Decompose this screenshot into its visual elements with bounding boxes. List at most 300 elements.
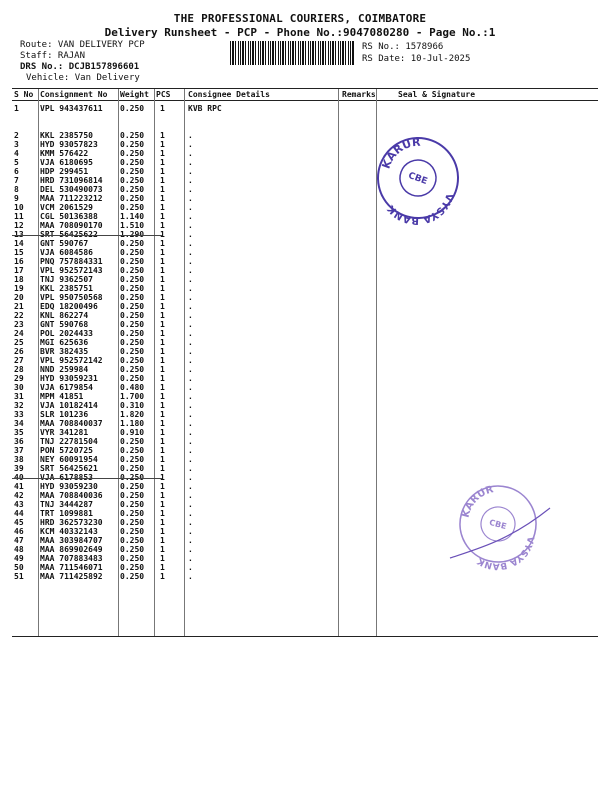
cell-sno: 46 [14, 527, 24, 536]
cell-sno: 39 [14, 464, 24, 473]
cell-pcs: 1 [160, 194, 165, 203]
cell-sno: 13 [14, 230, 24, 239]
cell-consignee: . [188, 509, 193, 518]
cell-pcs: 1 [160, 248, 165, 257]
cell-consignee: . [188, 347, 193, 356]
cell-pcs: 1 [160, 212, 165, 221]
cell-weight: 0.250 [120, 365, 145, 374]
cell-consignment: VJA 10182414 [40, 401, 98, 410]
vehicle-label: Vehicle: Van Delivery [26, 73, 140, 83]
table-row [12, 140, 598, 149]
cell-weight: 0.310 [120, 401, 145, 410]
cell-weight: 0.250 [120, 536, 145, 545]
cell-consignee: . [188, 545, 193, 554]
cell-consignment: TNJ 9362507 [40, 275, 93, 284]
cell-pcs: 1 [160, 293, 165, 302]
table-row [12, 329, 598, 338]
cell-consignment: HRD 731096814 [40, 176, 103, 185]
table-row [12, 347, 598, 356]
cell-pcs: 1 [160, 158, 165, 167]
cell-weight: 0.250 [120, 104, 145, 113]
cell-consignee: . [188, 446, 193, 455]
cell-pcs: 1 [160, 320, 165, 329]
barcode-image [230, 41, 354, 65]
cell-consignment: HYD 93057823 [40, 140, 98, 149]
cell-weight: 0.250 [120, 356, 145, 365]
cell-consignee: . [188, 320, 193, 329]
cell-weight: 0.250 [120, 149, 145, 158]
stamp2-middle-text: CBE [488, 517, 508, 532]
cell-weight: 0.250 [120, 167, 145, 176]
cell-pcs: 1 [160, 554, 165, 563]
cell-consignee: . [188, 221, 193, 230]
cell-consignment: GNT 590767 [40, 239, 89, 248]
table-row [12, 266, 598, 275]
cell-consignment: MAA 303984707 [40, 536, 103, 545]
cell-pcs: 1 [160, 437, 165, 446]
cell-pcs: 1 [160, 221, 165, 230]
cell-sno: 31 [14, 392, 24, 401]
cell-weight: 0.250 [120, 527, 145, 536]
table-row [12, 374, 598, 383]
rs-date: RS Date: 10-Jul-2025 [362, 54, 471, 64]
cell-pcs: 1 [160, 392, 165, 401]
cell-consignee: . [188, 401, 193, 410]
cell-weight: 0.250 [120, 176, 145, 185]
cell-sno: 27 [14, 356, 24, 365]
cell-consignee: . [188, 572, 193, 581]
table-row [12, 446, 598, 455]
cell-consignment: SRT 56425621 [40, 464, 98, 473]
cell-weight: 0.250 [120, 374, 145, 383]
cell-consignee: . [188, 419, 193, 428]
cell-consignee: . [188, 473, 193, 482]
karur-vysya-bank-stamp-2 [440, 478, 560, 578]
cell-pcs: 1 [160, 464, 165, 473]
cell-consignee: . [188, 212, 193, 221]
cell-consignee: . [188, 374, 193, 383]
cell-pcs: 1 [160, 284, 165, 293]
cell-consignee: . [188, 536, 193, 545]
cell-sno: 15 [14, 248, 24, 257]
cell-sno: 5 [14, 158, 19, 167]
cell-pcs: 1 [160, 239, 165, 248]
cell-consignment: BVR 382435 [40, 347, 89, 356]
table-row [12, 194, 598, 203]
cell-consignee: . [188, 311, 193, 320]
cell-sno: 19 [14, 284, 24, 293]
cell-consignment: PNQ 757884331 [40, 257, 103, 266]
cell-consignee: KVB RPC [188, 104, 222, 113]
cell-pcs: 1 [160, 401, 165, 410]
cell-weight: 0.250 [120, 572, 145, 581]
table-row [12, 248, 598, 257]
col-header-pcs: PCS [156, 90, 171, 99]
table-row [12, 419, 598, 428]
table-row [12, 302, 598, 311]
cell-consignment: SLR 101236 [40, 410, 89, 419]
table-row [12, 392, 598, 401]
cell-consignment: KCM 40332143 [40, 527, 98, 536]
cell-sno: 21 [14, 302, 24, 311]
cell-consignment: MGI 625636 [40, 338, 89, 347]
cell-consignee: . [188, 284, 193, 293]
cell-pcs: 1 [160, 536, 165, 545]
cell-pcs: 1 [160, 383, 165, 392]
cell-sno: 24 [14, 329, 24, 338]
cell-sno: 41 [14, 482, 24, 491]
cell-sno: 3 [14, 140, 19, 149]
cell-consignment: MPM 41851 [40, 392, 84, 401]
table-row [12, 230, 598, 239]
cell-weight: 0.250 [120, 473, 145, 482]
route-label: Route: VAN DELIVERY PCP [20, 40, 145, 50]
cell-pcs: 1 [160, 329, 165, 338]
cell-sno: 7 [14, 176, 19, 185]
cell-weight: 0.250 [120, 275, 145, 284]
cell-sno: 50 [14, 563, 24, 572]
cell-weight: 0.250 [120, 329, 145, 338]
cell-weight: 1.140 [120, 212, 145, 221]
cell-sno: 51 [14, 572, 24, 581]
cell-sno: 37 [14, 446, 24, 455]
cell-sno: 35 [14, 428, 24, 437]
cell-weight: 0.250 [120, 437, 145, 446]
cell-consignee: . [188, 158, 193, 167]
cell-sno: 47 [14, 536, 24, 545]
cell-consignment: MAA 708840036 [40, 491, 103, 500]
stamp1-bottom-text: VYSYA BANK [385, 191, 455, 226]
cell-weight: 1.820 [120, 410, 145, 419]
cell-pcs: 1 [160, 365, 165, 374]
cell-weight: 0.250 [120, 158, 145, 167]
cell-weight: 0.250 [120, 185, 145, 194]
cell-weight: 0.250 [120, 131, 145, 140]
cell-consignment: MAA 711546071 [40, 563, 103, 572]
cell-pcs: 1 [160, 482, 165, 491]
cell-pcs: 1 [160, 374, 165, 383]
cell-consignee: . [188, 230, 193, 239]
cell-weight: 0.250 [120, 311, 145, 320]
cell-weight: 0.250 [120, 302, 145, 311]
cell-consignment: PON 5720725 [40, 446, 93, 455]
cell-weight: 1.510 [120, 221, 145, 230]
cell-weight: 0.250 [120, 509, 145, 518]
cell-pcs: 1 [160, 572, 165, 581]
seal-stamp-icon [370, 130, 466, 226]
cell-consignee: . [188, 149, 193, 158]
table-row [12, 401, 598, 410]
cell-pcs: 1 [160, 563, 165, 572]
cell-pcs: 1 [160, 491, 165, 500]
cell-consignee: . [188, 131, 193, 140]
cell-consignment: VJA 6180695 [40, 158, 93, 167]
table-row [12, 275, 598, 284]
cell-pcs: 1 [160, 230, 165, 239]
table-row [12, 311, 598, 320]
cell-consignee: . [188, 140, 193, 149]
cell-sno: 10 [14, 203, 24, 212]
cell-sno: 18 [14, 275, 24, 284]
cell-consignment: VJA 6178853 [40, 473, 93, 482]
svg-text:KARUR [379, 130, 425, 178]
col-header-weight: Weight [120, 90, 149, 99]
cell-consignment: KMM 576422 [40, 149, 89, 158]
table-row [12, 410, 598, 419]
cell-sno: 16 [14, 257, 24, 266]
cell-consignee: . [188, 257, 193, 266]
cell-sno: 44 [14, 509, 24, 518]
cell-pcs: 1 [160, 428, 165, 437]
cell-weight: 0.250 [120, 491, 145, 500]
cell-consignment: VPL 943437611 [40, 104, 103, 113]
cell-consignee: . [188, 455, 193, 464]
karur-vysya-bank-stamp-1 [370, 130, 466, 226]
cell-weight: 0.250 [120, 338, 145, 347]
cell-weight: 0.910 [120, 428, 145, 437]
svg-text:KARUR [460, 478, 497, 523]
cell-consignment: DEL 530490073 [40, 185, 103, 194]
col-header-sno: S No [14, 90, 34, 99]
cell-sno: 29 [14, 374, 24, 383]
table-row [12, 203, 598, 212]
cell-consignee: . [188, 500, 193, 509]
cell-consignee: . [188, 392, 193, 401]
cell-weight: 0.250 [120, 455, 145, 464]
cell-weight: 0.250 [120, 347, 145, 356]
cell-sno: 6 [14, 167, 19, 176]
cell-consignment: MAA 708090170 [40, 221, 103, 230]
cell-consignee: . [188, 266, 193, 275]
header-divider [12, 100, 598, 101]
cell-pcs: 1 [160, 545, 165, 554]
cell-consignee: . [188, 464, 193, 473]
cell-weight: 0.250 [120, 563, 145, 572]
table-row [12, 221, 598, 230]
cell-sno: 26 [14, 347, 24, 356]
cell-consignee: . [188, 437, 193, 446]
cell-sno: 40 [14, 473, 24, 482]
cell-pcs: 1 [160, 302, 165, 311]
cell-pcs: 1 [160, 446, 165, 455]
cell-sno: 34 [14, 419, 24, 428]
cell-consignment: HYD 93059230 [40, 482, 98, 491]
cell-consignment: VJA 6179854 [40, 383, 93, 392]
cell-pcs: 1 [160, 527, 165, 536]
col-header-seal: Seal & Signature [398, 90, 476, 99]
cell-sno: 43 [14, 500, 24, 509]
cell-pcs: 1 [160, 419, 165, 428]
cell-sno: 17 [14, 266, 24, 275]
cell-sno: 11 [14, 212, 24, 221]
cell-consignment: MAA 711223212 [40, 194, 103, 203]
cell-consignment: POL 2024433 [40, 329, 93, 338]
cell-consignment: CGL 50136388 [40, 212, 98, 221]
cell-weight: 0.250 [120, 293, 145, 302]
cell-consignment: TNJ 3444287 [40, 500, 93, 509]
cell-consignee: . [188, 194, 193, 203]
cell-pcs: 1 [160, 185, 165, 194]
cell-weight: 0.250 [120, 554, 145, 563]
cell-consignment: VJA 6084586 [40, 248, 93, 257]
cell-sno: 25 [14, 338, 24, 347]
cell-consignee: . [188, 185, 193, 194]
cell-consignment: GNT 590768 [40, 320, 89, 329]
staff-label: Staff: RAJAN [20, 51, 86, 61]
cell-consignee: . [188, 275, 193, 284]
cell-pcs: 1 [160, 275, 165, 284]
table-row [12, 464, 598, 473]
cell-weight: 0.250 [120, 545, 145, 554]
cell-consignment: HYD 93059231 [40, 374, 98, 383]
table-row [12, 104, 598, 113]
cell-sno: 38 [14, 455, 24, 464]
cell-consignee: . [188, 410, 193, 419]
cell-consignee: . [188, 563, 193, 572]
cell-consignee: . [188, 248, 193, 257]
table-row [12, 149, 598, 158]
cell-pcs: 1 [160, 410, 165, 419]
company-title: THE PROFESSIONAL COURIERS, COIMBATORE [173, 12, 427, 25]
cell-consignment: EDQ 18200496 [40, 302, 98, 311]
cell-sno: 23 [14, 320, 24, 329]
cell-weight: 0.250 [120, 482, 145, 491]
stamp2-bottom-text: VYSYA BANK [475, 535, 535, 571]
cell-sno: 4 [14, 149, 19, 158]
cell-consignee: . [188, 491, 193, 500]
cell-pcs: 1 [160, 203, 165, 212]
cell-consignment: HRD 362573230 [40, 518, 103, 527]
cell-sno: 49 [14, 554, 24, 563]
table-row [12, 437, 598, 446]
cell-pcs: 1 [160, 104, 165, 113]
cell-consignment: VYR 341281 [40, 428, 89, 437]
cell-consignee: . [188, 167, 193, 176]
cell-weight: 1.290 [120, 230, 145, 239]
cell-weight: 0.250 [120, 284, 145, 293]
table-row [12, 293, 598, 302]
table-row [12, 257, 598, 266]
cell-consignment: SRT 56425622 [40, 230, 98, 239]
cell-sno: 42 [14, 491, 24, 500]
cell-pcs: 1 [160, 518, 165, 527]
cell-consignee: . [188, 302, 193, 311]
cell-consignment: MAA 711425892 [40, 572, 103, 581]
cell-pcs: 1 [160, 347, 165, 356]
rs-number: RS No.: 1578966 [362, 42, 444, 52]
cell-sno: 33 [14, 410, 24, 419]
table-row [12, 383, 598, 392]
cell-consignment: KNL 862274 [40, 311, 89, 320]
cell-weight: 0.250 [120, 140, 145, 149]
cell-weight: 0.250 [120, 203, 145, 212]
cell-sno: 8 [14, 185, 19, 194]
cell-sno: 32 [14, 401, 24, 410]
col-header-consignee: Consignee Details [188, 90, 270, 99]
table-row [12, 158, 598, 167]
table-row [12, 356, 598, 365]
cell-pcs: 1 [160, 167, 165, 176]
table-row [12, 239, 598, 248]
cell-pcs: 1 [160, 149, 165, 158]
table-row [12, 167, 598, 176]
cell-consignment: TNJ 22781504 [40, 437, 98, 446]
col-header-consignment: Consignment No [40, 90, 108, 99]
cell-consignee: . [188, 428, 193, 437]
cell-pcs: 1 [160, 266, 165, 275]
col-header-remarks: Remarks [342, 90, 376, 99]
cell-sno: 36 [14, 437, 24, 446]
cell-consignment: MAA 707883483 [40, 554, 103, 563]
cell-consignee: . [188, 527, 193, 536]
cell-consignment: NEY 60091954 [40, 455, 98, 464]
seal-stamp-icon [440, 478, 560, 578]
cell-consignee: . [188, 203, 193, 212]
cell-pcs: 1 [160, 311, 165, 320]
cell-pcs: 1 [160, 131, 165, 140]
cell-weight: 0.250 [120, 464, 145, 473]
cell-sno: 12 [14, 221, 24, 230]
cell-pcs: 1 [160, 338, 165, 347]
table-row [12, 338, 598, 347]
table-row [12, 185, 598, 194]
cell-sno: 45 [14, 518, 24, 527]
cell-sno: 20 [14, 293, 24, 302]
cell-consignment: NND 259984 [40, 365, 89, 374]
cell-consignee: . [188, 239, 193, 248]
cell-weight: 0.250 [120, 266, 145, 275]
table-row [12, 212, 598, 221]
cell-weight: 1.180 [120, 419, 145, 428]
stamp1-top-text: KARUR [379, 135, 421, 171]
runsheet-title: Delivery Runsheet - PCP - Phone No.:9047080280 - Page No.:1 [104, 26, 496, 39]
cell-weight: 1.700 [120, 392, 145, 401]
cell-pcs: 1 [160, 509, 165, 518]
cell-consignment: MAA 869902649 [40, 545, 103, 554]
cell-pcs: 1 [160, 473, 165, 482]
cell-weight: 0.250 [120, 500, 145, 509]
cell-consignee: . [188, 329, 193, 338]
cell-consignee: . [188, 356, 193, 365]
cell-consignment: KKL 2385751 [40, 284, 93, 293]
cell-sno: 48 [14, 545, 24, 554]
cell-pcs: 1 [160, 356, 165, 365]
stamp1-middle-text: CBE [406, 170, 429, 187]
table-row [12, 320, 598, 329]
cell-sno: 22 [14, 311, 24, 320]
cell-sno: 28 [14, 365, 24, 374]
cell-consignee: . [188, 482, 193, 491]
cell-pcs: 1 [160, 455, 165, 464]
cell-weight: 0.250 [120, 446, 145, 455]
stamp2-top-text: KARUR [460, 484, 495, 519]
cell-sno: 14 [14, 239, 24, 248]
cell-weight: 0.250 [120, 257, 145, 266]
cell-weight: 0.250 [120, 194, 145, 203]
cell-pcs: 1 [160, 176, 165, 185]
cell-consignment: VCM 2061529 [40, 203, 93, 212]
table-row [12, 284, 598, 293]
cell-pcs: 1 [160, 500, 165, 509]
cell-weight: 0.250 [120, 239, 145, 248]
cell-sno: 2 [14, 131, 19, 140]
cell-consignee: . [188, 293, 193, 302]
cell-consignee: . [188, 383, 193, 392]
cell-consignee: . [188, 365, 193, 374]
cell-pcs: 1 [160, 257, 165, 266]
cell-sno: 30 [14, 383, 24, 392]
cell-consignment: MAA 708840037 [40, 419, 103, 428]
